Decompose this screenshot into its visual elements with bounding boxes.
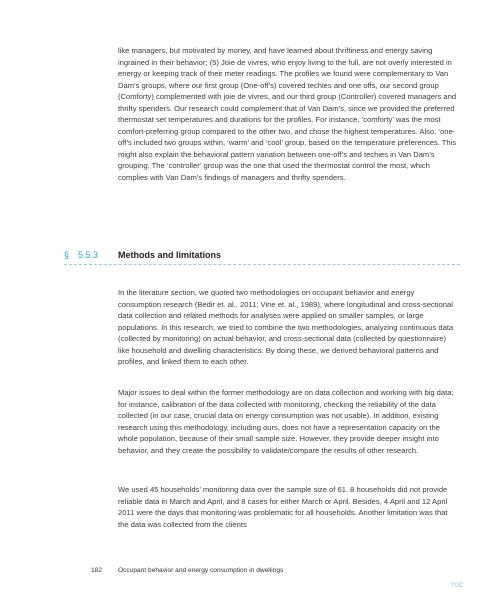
toc-link[interactable]: TOC xyxy=(451,583,464,589)
body-paragraph-2: In the literature section, we quoted two methodologies on occupant behavior and energy consumption research (Bedir et. al., 2011; Vine et. al., 1989), where longitudinal and cross-sectional data collection and related methods for analyses were applied on smaller samples, or large populations. In this research, we tried to combine the two methodologies, analyzing continuous data (collected by monitoring) on actual behavior, and cross-sectional data (collected by questionnaire) like household and dwelling characteristics. By doing these, we derived behavioral patterns and profiles, and linked them to each other. xyxy=(118,288,454,366)
body-paragraph-1: like managers, but motivated by money, and have learned about thriftiness and energy saving ingrained in their behavior; (5) Joie de vivres, who enjoy living to the full, are not overly interested in energy or keeping track of their meter readings. The profiles we found were complementary to Van Dam’s groups, where our first group (One-off’s) covered techies and one offs, our second group (Comforty) complemented with joie de vivres, and our third group (Controller) covered managers and thrifty spenders. Our research could complement that of Van Dam’s, since we provided the preferred thermostat set temperatures and durations for the profiles. For instance, ‘comforty’ was the most comfort-preferring group compared to the other two, and chose the highest temperatures. Also, ‘one-off’s included two groups within, ‘warm’ and ‘cool’ group, based on the temperature preferences. This might also explain the behavioral pattern variation between one-off’s and techies in Van Dam’s grouping. The ‘controller’ group was the one that used the thermostat control the most, which complies with Van Dam’s findings of managers and thrifty spenders. xyxy=(118,46,457,182)
body-paragraph-3: Major issues to deal within the former methodology are on data collection and working with big data; for instance, calibration of the data collected with monitoring, checking the reliability of the data collected (in our case, crucial data on energy consumption was not usable). In addition, existing research using this methodology, including ours, does not have a representation capacity on the whole population, because of their small sample size. However, they provide deeper insight into behavior, and they create the possibility to validate/compare the results of other research. xyxy=(118,388,454,455)
body-paragraph-4: We used 45 households’ monitoring data over the sample size of 61. 8 households did not provide reliable data in March and April, and 8 cases for either March or April. Besides, 4 April and 12 April 2011 were the days that monitoring was problematic for all households. Another limitation was that the data was collected from the clients xyxy=(118,485,448,529)
section-number: 5.5.3 xyxy=(78,250,99,260)
section-title: Methods and limitations xyxy=(118,250,222,260)
footer-page-number: 182 xyxy=(91,567,103,574)
section-heading xyxy=(64,249,460,265)
section-symbol: § xyxy=(64,250,70,260)
footer-running-title: Occupant behavior and energy consumption in dwellings xyxy=(118,567,284,574)
